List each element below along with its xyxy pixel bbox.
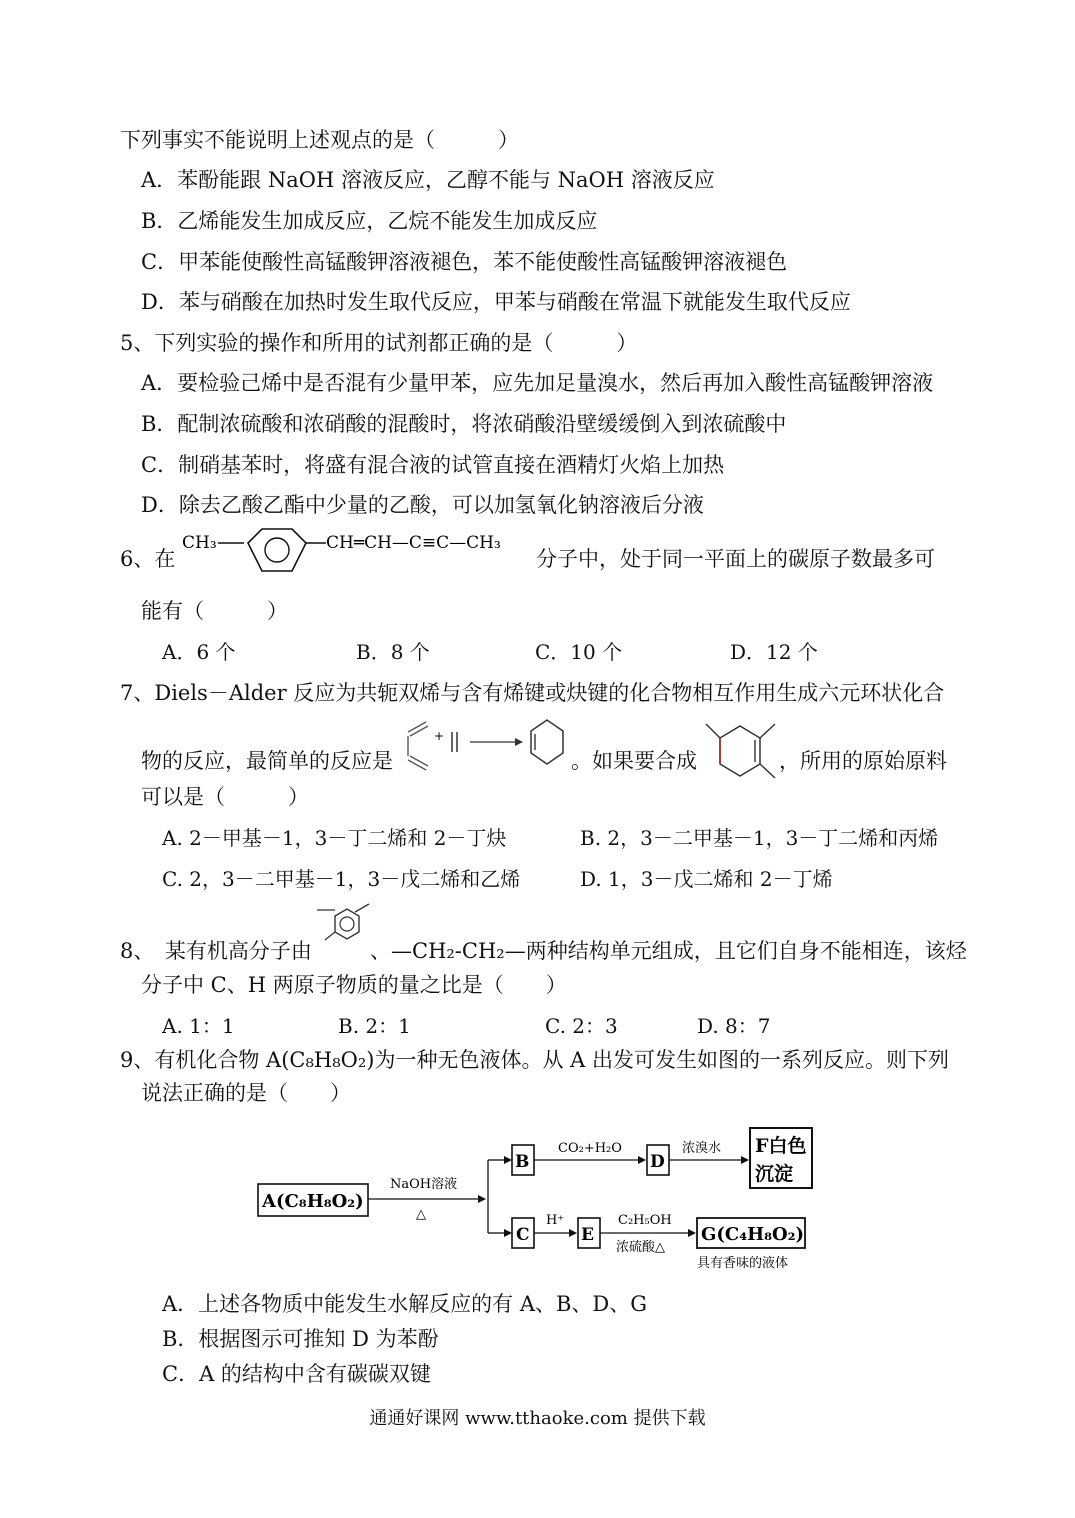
q7-reaction-scheme <box>400 714 575 784</box>
q9-option-c: C．A 的结构中含有碳碳双键 <box>162 1362 431 1386</box>
q6-ch3-left: CH₃ <box>182 533 217 553</box>
benzene-ring <box>248 529 306 571</box>
q8-option-b: B. 2：1 <box>338 1014 411 1038</box>
label-h-plus: H⁺ <box>546 1213 565 1228</box>
q6-chain: CH═CH—C≡C—CH₃ <box>326 533 501 553</box>
q9-option-b: B．根据图示可推知 D 为苯酚 <box>162 1327 439 1351</box>
label-d: D <box>650 1152 665 1172</box>
q7-stem-line2c: ，所用的原始原料 <box>779 749 947 773</box>
q5-option-a: A．要检验己烯中是否混有少量甲苯，应先加足量溴水，然后再加入酸性高锰酸钾溶液 <box>141 371 934 395</box>
q9-stem-line1: 9、有机化合物 A(C₈H₈O₂)为一种无色液体。从 A 出发可发生如图的一系列反应。则下列 <box>120 1048 949 1072</box>
q6-option-a: A．6 个 <box>162 640 236 664</box>
label-c: C <box>516 1225 530 1245</box>
q9-option-a: A．上述各物质中能发生水解反应的有 A、B、D、G <box>162 1292 648 1316</box>
q4-option-a: A．苯酚能跟 NaOH 溶液反应，乙醇不能与 NaOH 溶液反应 <box>141 168 715 192</box>
q6-structure <box>178 526 533 586</box>
q5-stem: 5、下列实验的操作和所用的试剂都正确的是（ ） <box>120 331 638 355</box>
q8-option-c: C. 2：3 <box>545 1014 618 1038</box>
q8-stem-line2: 分子中 C、H 两原子物质的量之比是（ ） <box>141 973 567 997</box>
q7-target-molecule <box>700 718 780 788</box>
q7-stem-line3: 可以是（ ） <box>141 785 309 809</box>
label-delta: △ <box>416 1207 426 1222</box>
q6-stem-prefix: 6、在 <box>120 547 176 571</box>
label-e: E <box>581 1225 594 1245</box>
q4-stem: 下列事实不能说明上述观点的是（ ） <box>120 128 519 152</box>
q4-option-d: D．苯与硝酸在加热时发生取代反应，甲苯与硝酸在常温下就能发生取代反应 <box>141 290 851 314</box>
label-naoh: NaOH溶液 <box>390 1177 458 1192</box>
q7-option-a: A. 2－甲基－1，3－丁二烯和 2－丁炔 <box>162 826 507 850</box>
label-acid: 浓硫酸△ <box>616 1240 665 1255</box>
q6-stem-suffix: 分子中，处于同一平面上的碳原子数最多可 <box>536 547 935 571</box>
cyclohexene-ring <box>531 720 563 764</box>
label-ethanol: C₂H₅OH <box>618 1213 672 1228</box>
q8-stem-suffix: 、—CH₂-CH₂—两种结构单元组成，且它们自身不能相连，该烃 <box>370 939 967 963</box>
q5-option-d: D．除去乙酸乙酯中少量的乙酸，可以加氢氧化钠溶液后分液 <box>141 493 704 517</box>
q6-stem-line2: 能有（ ） <box>141 599 288 623</box>
q9-reaction-diagram <box>250 1120 830 1280</box>
q6-option-c: C．10 个 <box>535 640 623 664</box>
q5-option-c: C．制硝基苯时，将盛有混合液的试管直接在酒精灯火焰上加热 <box>141 453 725 477</box>
page-footer: 通通好课网 www.tthaoke.com 提供下载 <box>369 1408 706 1429</box>
plus-sign: + <box>434 729 445 743</box>
q7-stem-line2a: 物的反应，最简单的反应是 <box>141 749 393 773</box>
q8-stem-prefix: 8、 某有机高分子由 <box>120 939 312 963</box>
label-a: A(C₈H₈O₂) <box>262 1191 364 1212</box>
q6-option-d: D．12 个 <box>730 640 818 664</box>
label-bromine: 浓溴水 <box>682 1141 722 1156</box>
q7-option-d: D. 1，3－戊二烯和 2－丁烯 <box>580 867 833 891</box>
label-f2: 沉淀 <box>755 1163 794 1185</box>
label-g: G(C₄H₈O₂) <box>701 1224 805 1245</box>
q7-option-b: B. 2，3－二甲基－1，3－丁二烯和丙烯 <box>580 826 939 850</box>
q5-option-b: B．配制浓硫酸和浓硝酸的混酸时，将浓硝酸沿壁缓缓倒入到浓硫酸中 <box>141 412 787 436</box>
label-co2: CO₂+H₂O <box>558 1141 622 1156</box>
q7-option-c: C. 2，3－二甲基－1，3－戊二烯和乙烯 <box>162 867 521 891</box>
label-f1: F白色 <box>755 1135 807 1157</box>
q7-stem-line2b: 。如果要合成 <box>571 749 697 773</box>
label-b: B <box>515 1152 530 1172</box>
q4-option-c: C．甲苯能使酸性高锰酸钾溶液褪色，苯不能使酸性高锰酸钾溶液褪色 <box>141 250 788 274</box>
q8-aromatic-unit <box>313 900 373 955</box>
label-g-note: 具有香味的液体 <box>697 1256 789 1271</box>
q9-stem-line2: 说法正确的是（ ） <box>141 1081 351 1105</box>
q7-stem-line1: 7、Diels－Alder 反应为共轭双烯与含有烯键或炔键的化合物相互作用生成六元环状化合 <box>120 681 945 705</box>
q4-option-b: B．乙烯能发生加成反应，乙烷不能发生加成反应 <box>141 209 598 233</box>
q8-option-d: D. 8：7 <box>697 1014 771 1038</box>
q8-option-a: A. 1：1 <box>162 1014 235 1038</box>
q6-option-b: B．8 个 <box>356 640 430 664</box>
